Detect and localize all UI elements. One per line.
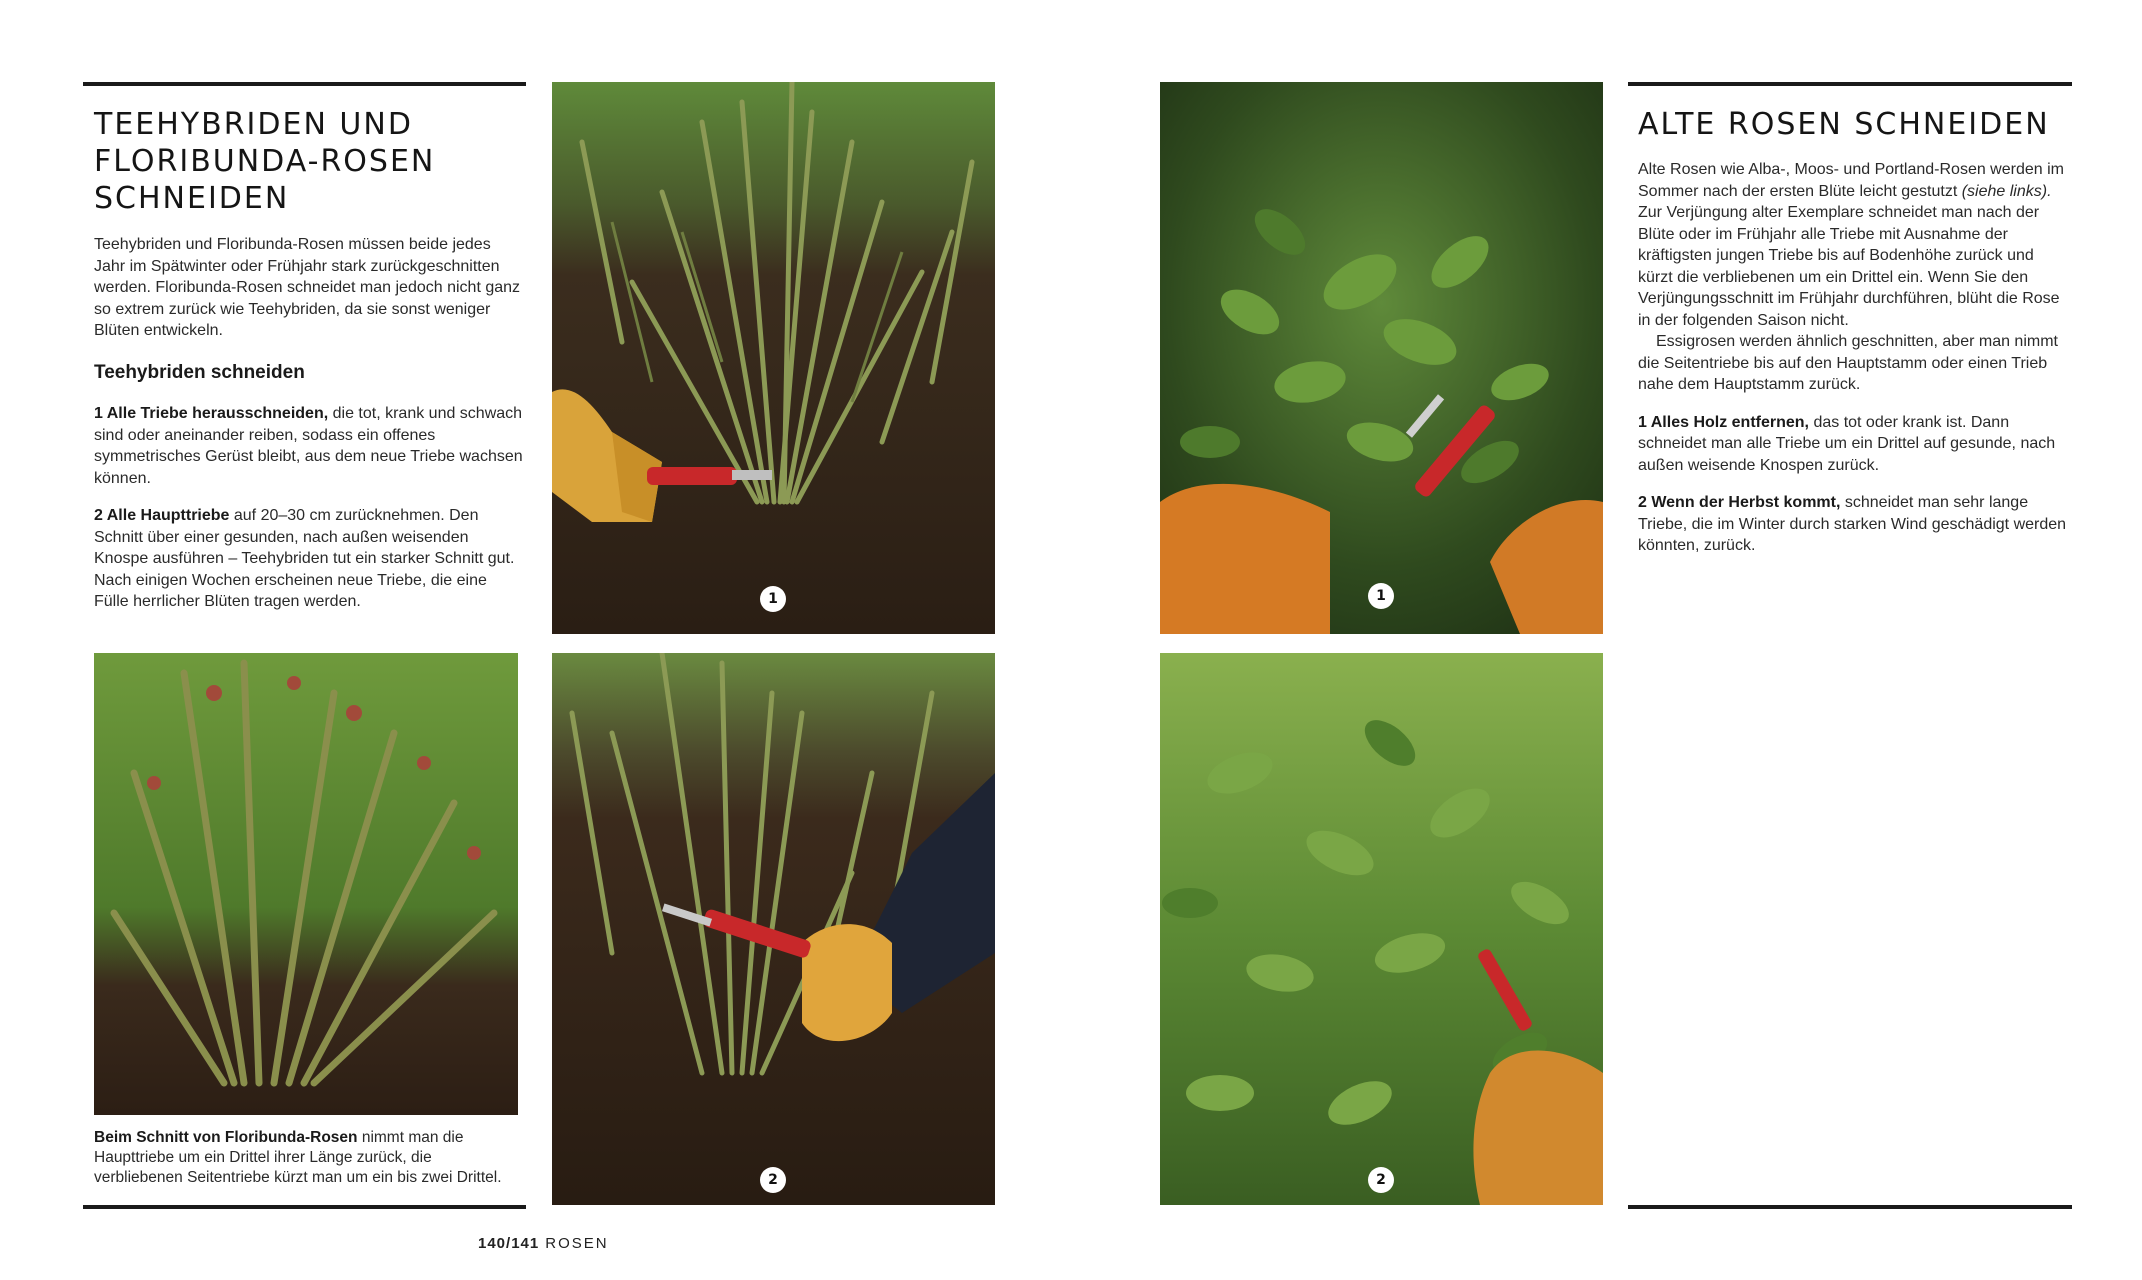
floribunda-bush-image <box>94 653 518 1115</box>
intro2-paragraph-right: Essigrosen werden ähnlich geschnitten, aber man nimmt die Seitentriebe bis auf den Hauptstamm oder einen Trieb nahe dem Hauptstamm zurück. <box>1638 333 2058 393</box>
rose-stems-mulch-image <box>552 82 995 634</box>
intro-left <box>94 234 524 342</box>
subheading-teehybriden: Teehybriden schneiden <box>94 362 305 383</box>
pruning-shears-image <box>552 653 995 1205</box>
shrub-rose-image <box>1160 653 1603 1205</box>
step-1-left: 1 Alle Triebe herausschneiden, die tot, krank und schwach sind oder aneinander reiben, sodass ein offenes symmetrisches Gerüst bleibt, aus dem neue Triebe wachsen können. <box>94 405 523 487</box>
photo-floribunda-rose <box>94 653 518 1115</box>
folio <box>478 1235 609 1252</box>
photo-pruning-step-2 <box>552 653 995 1205</box>
old-rose-cutting-image <box>1160 82 1603 634</box>
step-2-left: 2 Alle Haupttriebe auf 20–30 cm zurücknehmen. Den Schnitt über einer gesunden, nach außen weisenden Knospe ausführen – Teehybriden tut ein starker Schnitt gut. Nach einigen Wochen erscheinen neue Triebe, die eine Fülle herrlicher Blüten tragen werden. <box>94 507 515 610</box>
photo-badge-1-left: 1 <box>760 586 786 612</box>
page-numbers: 140/141 <box>478 1235 540 1252</box>
top-rule-right <box>1628 82 2072 86</box>
step-2-right: 2 Wenn der Herbst kommt, schneidet man sehr lange Triebe, die im Winter durch starken Wind geschädigt werden könnten, zurück. <box>1638 494 2067 554</box>
photo-pruning-step-1 <box>552 82 995 634</box>
intro-paragraph-right: Alte Rosen wie Alba-, Moos- und Portland-Rosen werden im Sommer nach der ersten Blüte leicht gestutzt (siehe links). Zur Verjüngung alter Exemplare schneidet man nach der Blüte oder im Frühjahr alle Triebe mit Ausnahme der kräftigsten jungen Triebe bis auf Bodenhöhe zurück und kürzt die verbliebenen um ein Drittel ein. Wenn Sie den Verjüngungsschnitt im Frühjahr durchführen, blüht die Rose in der folgenden Saison nicht. <box>1638 161 2064 329</box>
section-name: ROSEN <box>545 1235 609 1252</box>
page-title-left: TEEHYBRIDEN UND FLORIBUNDA-ROSEN SCHNEIDEN <box>94 107 436 216</box>
step-1-right: 1 Alles Holz entfernen, das tot oder krank ist. Dann schneidet man alle Triebe um ein Drittel auf gesunde, nach außen weisende Knospen zurück. <box>1638 413 2056 474</box>
top-rule-left <box>83 82 526 86</box>
page-title-right: ALTE ROSEN SCHNEIDEN <box>1638 107 2050 142</box>
steps-left <box>94 403 524 629</box>
bottom-rule-left <box>83 1205 526 1209</box>
bottom-rule-right <box>1628 1205 2072 1209</box>
photo-badge-1-right: 1 <box>1368 583 1394 609</box>
photo-badge-2-right: 2 <box>1368 1167 1394 1193</box>
photo-badge-2-left: 2 <box>760 1167 786 1193</box>
photo-old-rose-step-2 <box>1160 653 1603 1205</box>
intro-right <box>1638 159 2072 573</box>
caption-floribunda: Beim Schnitt von Floribunda-Rosen nimmt man die Haupttriebe um ein Drittel ihrer Länge zurück, die verbliebenen Seitentriebe kürzt man um ein bis zwei Drittel. <box>94 1129 502 1186</box>
intro-paragraph-left: Teehybriden und Floribunda-Rosen müssen beide jedes Jahr im Spätwinter oder Frühjahr stark zurückgeschnitten werden. Floribunda-Rosen schneidet man jedoch nicht ganz so extrem zurück wie Teehybriden, da sie sonst weniger Blüten entwickeln. <box>94 236 521 339</box>
photo-old-rose-step-1 <box>1160 82 1603 634</box>
